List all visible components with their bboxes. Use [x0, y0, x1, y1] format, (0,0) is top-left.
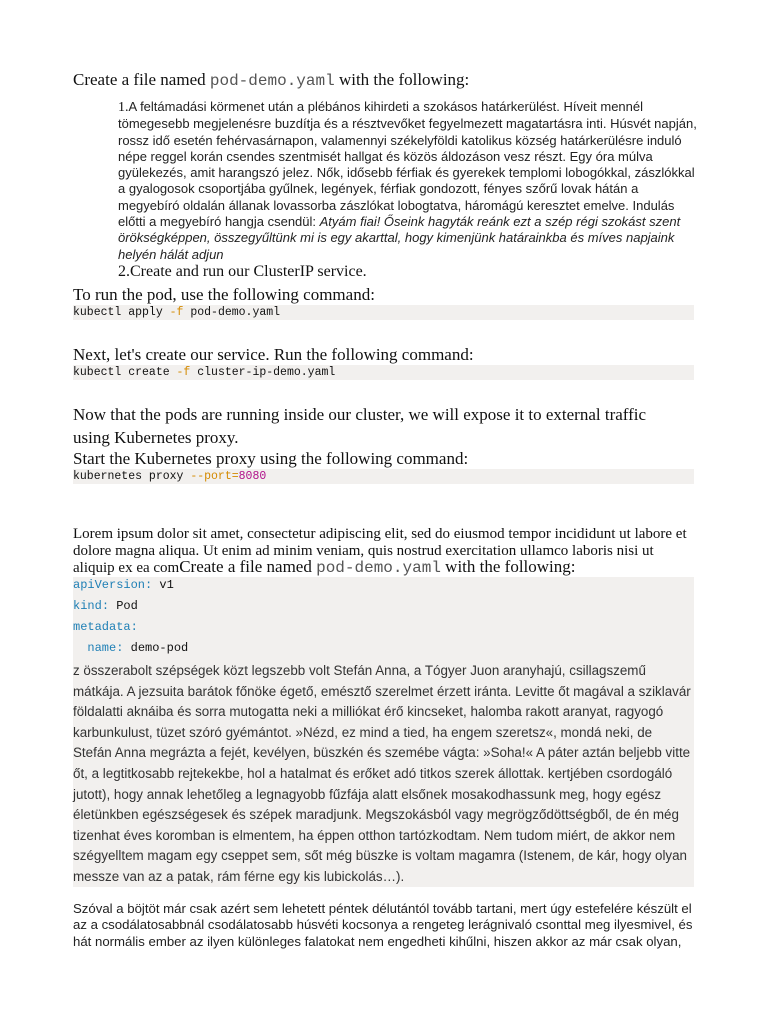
list-item-1: [118, 99, 698, 263]
code-block-apply[interactable]: [73, 305, 694, 320]
list-item-1-quote: Atyám fiai! Őseink hagyták reánk ezt a szép régi szokást szent örökségképpen, összegyűltünk mi is egy akarttal, hogy kimenjünk határainkba és míves napjaink helyén hálát adjun: [118, 214, 681, 262]
code-block-create[interactable]: [73, 365, 694, 380]
yaml-line-name: name: demo-pod: [87, 641, 189, 655]
yaml-key-kind: kind: [73, 599, 102, 613]
inline-heading-pre: Create a file named: [179, 557, 317, 576]
list-item-1-text: A feltámadási körmenet után a plébános kihirdeti a szokásos határkerülést. Híveit mennél tömegesebb megjelenésre buzdítja és a résztvevőket fegyelmezett magatartásra inti. Húsvét napján, rossz idő esetén fehérvasárnapon, valamennyi székelyföldi katolikus község határkerülésre induló népe reggel korán csendes szentmisét hallgat és közös áldozáson vesz részt. Egy óra múlva gyülekezés, amit harangszó jelez. Nők, idősebb férfiak és gyerekek templomi lobogókkal, zászlókkal a gyalogosok csoportjába gyűlnek, legények, férfiak gondozott, fényes szőrű lovak hátán a megyebíró oldalán állanak lovassorba zászlókat lobogtatva, háromágú keresztet emelve. Indulás előtti a megyebíró hangja csendül:: [118, 99, 697, 230]
heading-create-file: [73, 69, 469, 92]
yaml-line-metadata: metadata:: [73, 620, 138, 634]
yaml-key-metadata: metadata: [73, 620, 131, 634]
yaml-line-apiversion: apiVersion: v1: [73, 578, 174, 592]
heading-text-post: with the following:: [334, 70, 470, 89]
lorem-text: Lorem ipsum dolor sit amet, consectetur adipiscing elit, sed do eiusmod tempor incididunt ut labore et dolore magna aliqua. Ut enim ad minim veniam, quis nostrud exercitation ullamco laboris nisi ut aliquip ex ea com: [73, 526, 687, 576]
cmd-proxy-pre: kubernetes proxy: [73, 470, 191, 483]
yaml-key-name: name: [87, 641, 117, 655]
yaml-value-kind: Pod: [116, 599, 138, 613]
list-item-2-text: Create and run our ClusterIP service.: [130, 263, 367, 280]
list-item-1-number: 1.: [118, 100, 129, 115]
bottom-paragraph: Szóval a böjtöt már csak azért sem lehetett péntek délutántól tovább tartani, mert úgy estefelére készült el az a csodálatosabbnál csodálatosabb húsvéti kocsonya a rengeteg lerágnivaló csonttal meg ilyesmivel, és hát normális ember az ilyen különleges falatokat nem engedheti kihűlni, hiszen akkor az már csak olyan,: [73, 901, 693, 949]
inline-filename-code: pod-demo.yaml: [316, 559, 441, 577]
cmd-create-post: cluster-ip-demo.yaml: [190, 366, 336, 379]
cmd-apply-post: pod-demo.yaml: [183, 306, 281, 319]
lorem-paragraph: [73, 526, 698, 577]
code-block-proxy[interactable]: [73, 469, 694, 484]
list-item-2-number: 2.: [118, 263, 130, 280]
cmd-apply-flag: -f: [169, 306, 184, 319]
service-instruction: Next, let's create our service. Run the following command:: [73, 345, 474, 364]
run-pod-instruction: To run the pod, use the following command:: [73, 285, 375, 304]
cmd-proxy-port: 8080: [238, 470, 267, 483]
list-item-2: [118, 262, 367, 282]
yaml-key-apiversion: apiVersion: [73, 578, 146, 592]
proxy-instruction: Start the Kubernetes proxy using the following command:: [73, 449, 469, 468]
cmd-apply-pre: kubectl apply: [73, 306, 170, 319]
cmd-proxy-flag: --port=: [190, 470, 239, 483]
cmd-create-flag: -f: [176, 366, 191, 379]
yaml-value-name: demo-pod: [130, 641, 189, 655]
expose-line-2: using Kubernetes proxy.: [73, 428, 239, 447]
inline-heading-post: with the following:: [440, 557, 576, 576]
expose-line-1: Now that the pods are running inside our cluster, we will expose it to external traffic: [73, 405, 647, 424]
yaml-paragraph: z összerabolt szépségek közt legszebb volt Stefán Anna, a Tógyer Juon aranyhajú, csillagszemű mátkája. A jezsuita barátok főnöke égető, emésztő szerelmet érzett iránta. Levitte őt magával a sziklavár földalatti aknáiba és sorra mutogatta neki a milliókat érő kincseket, halomba rakott aranyat, ragyogó karbunkulust, tüzet szóró gyémántot. »Nézd, ez mind a tied, ha engem szeretsz«, mondá neki, de Stefán Anna megrázta a fejét, kevélyen, büszkén és szemébe vágta: »Soha!« A páter aztán beljebb vitte őt, a legtitkosabb rejtekekbe, hol a hatalmat és erőket adó titkos szerek állottak. kertjében csordogáló jutott), hogy annak lehetőleg a legnagyobb fűzfája alatt elsőnek mosakodhassunk meg, hogy egész életünkben egészségesek és szépek maradjunk. Megszokásból vagy megrögződöttségből, de én még tizenhat éves koromban is elmentem, ha éppen otthon tartózkodtam. Nem tudom miért, de akkor nem szégyelltem magam egy cseppet sem, sőt még büszke is voltam magamra (Istenem, de kár, hogy olyan messze van az a patak, rám férne egy kis lubickolás…).: [73, 663, 691, 884]
heading-text-pre: Create a file named: [73, 70, 210, 89]
yaml-value-apiversion: v1: [159, 578, 174, 592]
cmd-create-pre: kubectl create: [73, 366, 177, 379]
yaml-code-block[interactable]: [73, 577, 694, 887]
filename-code: pod-demo.yaml: [209, 72, 335, 90]
yaml-line-kind: kind: Pod: [73, 599, 138, 613]
